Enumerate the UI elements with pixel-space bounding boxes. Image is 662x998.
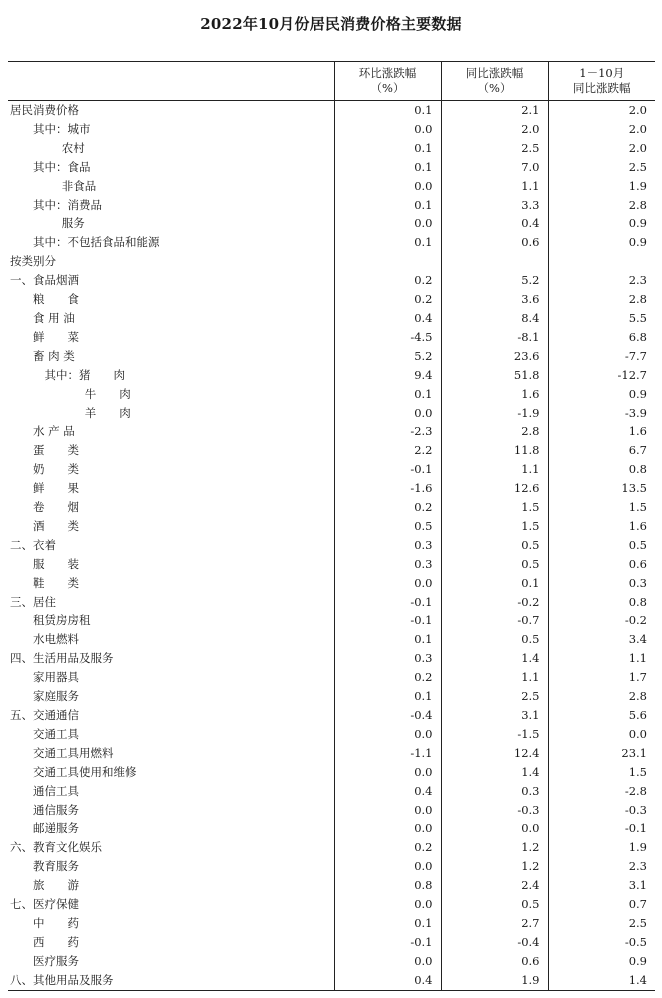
row-yoy-value: 8.4 — [441, 309, 548, 328]
row-mom-value: 0.8 — [334, 876, 441, 895]
table-row — [8, 252, 655, 271]
row-yoy-value: 0.1 — [441, 574, 548, 593]
row-label: 水电燃料 — [33, 632, 79, 647]
table-row — [8, 838, 655, 857]
row-ytd-value: 2.0 — [548, 120, 655, 139]
row-yoy-value: 2.8 — [441, 422, 548, 441]
row-mom-value: 9.4 — [334, 366, 441, 385]
row-ytd-value: 13.5 — [548, 479, 655, 498]
header-mom-change — [334, 62, 441, 101]
table-row — [8, 593, 655, 612]
row-mom-value: 0.2 — [334, 838, 441, 857]
row-yoy-value: -8.1 — [441, 328, 548, 347]
row-label: 其中：城市 — [33, 121, 91, 136]
row-yoy-value: 7.0 — [441, 158, 548, 177]
table-row — [8, 611, 655, 630]
row-mom-value: 0.2 — [334, 498, 441, 517]
row-yoy-value: 3.1 — [441, 706, 548, 725]
row-ytd-value: 0.9 — [548, 385, 655, 404]
row-ytd-value: -0.1 — [548, 819, 655, 838]
row-mom-value: 0.1 — [334, 101, 441, 120]
table-row — [8, 404, 655, 423]
row-yoy-value: -1.9 — [441, 404, 548, 423]
row-ytd-value: 0.0 — [548, 725, 655, 744]
row-label: 七、医疗保健 — [10, 897, 79, 912]
table-row — [8, 857, 655, 876]
row-yoy-value: -1.5 — [441, 725, 548, 744]
table-row — [8, 120, 655, 139]
row-mom-value: 2.2 — [334, 441, 441, 460]
row-label: 蛋 类 — [33, 443, 79, 458]
row-label: 其中：消费品 — [33, 197, 102, 212]
row-ytd-value: 1.9 — [548, 838, 655, 857]
row-yoy-value: 1.1 — [441, 668, 548, 687]
row-mom-value: -0.1 — [334, 933, 441, 952]
row-mom-value: -0.1 — [334, 460, 441, 479]
row-ytd-value: -3.9 — [548, 404, 655, 423]
row-label: 医疗服务 — [33, 953, 79, 968]
table-row — [8, 895, 655, 914]
table-body — [8, 101, 655, 991]
row-yoy-value: 0.6 — [441, 233, 548, 252]
table-row — [8, 971, 655, 990]
row-mom-value: 0.1 — [334, 687, 441, 706]
row-label: 奶 类 — [33, 462, 79, 477]
row-yoy-value: 1.4 — [441, 649, 548, 668]
row-ytd-value: 2.8 — [548, 687, 655, 706]
row-ytd-value: 2.3 — [548, 271, 655, 290]
row-ytd-value: 6.7 — [548, 441, 655, 460]
row-yoy-value: 23.6 — [441, 347, 548, 366]
table-row — [8, 328, 655, 347]
row-ytd-value: 2.0 — [548, 139, 655, 158]
row-ytd-value: 0.6 — [548, 555, 655, 574]
row-yoy-value: 0.0 — [441, 819, 548, 838]
row-mom-value: 0.1 — [334, 630, 441, 649]
row-yoy-value: 3.3 — [441, 196, 548, 215]
table-row — [8, 801, 655, 820]
row-yoy-value: 0.5 — [441, 536, 548, 555]
row-mom-value: 0.0 — [334, 857, 441, 876]
row-label: 八、其他用品及服务 — [8, 971, 334, 990]
row-yoy-value: 1.5 — [441, 517, 548, 536]
row-label: 水 产 品 — [33, 424, 75, 439]
row-mom-value: 0.0 — [334, 763, 441, 782]
row-yoy-value: 2.7 — [441, 914, 548, 933]
table-row — [8, 574, 655, 593]
table-row — [8, 876, 655, 895]
row-ytd-value: 3.4 — [548, 630, 655, 649]
row-mom-value: 0.0 — [334, 819, 441, 838]
row-yoy-value: -0.4 — [441, 933, 548, 952]
row-yoy-value: 51.8 — [441, 366, 548, 385]
table-row — [8, 309, 655, 328]
row-yoy-value: 2.0 — [441, 120, 548, 139]
row-mom-value: 0.4 — [334, 309, 441, 328]
row-yoy-value: 0.6 — [441, 952, 548, 971]
table-row — [8, 763, 655, 782]
row-mom-value: 0.0 — [334, 574, 441, 593]
row-yoy-value: 1.6 — [441, 385, 548, 404]
table-row — [8, 630, 655, 649]
table-header — [8, 62, 655, 101]
row-ytd-value: 1.5 — [548, 498, 655, 517]
table-row — [8, 158, 655, 177]
row-label: 羊 肉 — [84, 405, 131, 420]
row-mom-value: 0.1 — [334, 158, 441, 177]
row-label: 一、食品烟酒 — [10, 273, 79, 288]
row-label: 三、居住 — [10, 594, 56, 609]
row-label: 食 用 油 — [33, 310, 75, 325]
row-label: 卷 烟 — [33, 500, 79, 515]
table-row — [8, 441, 655, 460]
row-ytd-value: 0.8 — [548, 460, 655, 479]
header-item-name — [8, 62, 334, 101]
table-row — [8, 744, 655, 763]
table-row — [8, 290, 655, 309]
row-ytd-value: 0.8 — [548, 593, 655, 612]
row-yoy-value — [441, 252, 548, 271]
row-mom-value: 0.2 — [334, 290, 441, 309]
row-yoy-value: 3.6 — [441, 290, 548, 309]
row-ytd-value: 3.1 — [548, 876, 655, 895]
row-ytd-value: 0.5 — [548, 536, 655, 555]
table-row — [8, 706, 655, 725]
row-yoy-value: 1.5 — [441, 498, 548, 517]
row-ytd-value: 2.8 — [548, 290, 655, 309]
row-label: 服 装 — [33, 556, 79, 571]
header-mom-line1: 环比涨跌幅 — [358, 66, 417, 80]
row-mom-value: 0.4 — [334, 782, 441, 801]
row-ytd-value: 1.6 — [548, 422, 655, 441]
row-ytd-value: 0.9 — [548, 233, 655, 252]
table-row — [8, 347, 655, 366]
row-ytd-value: 5.5 — [548, 309, 655, 328]
table-row — [8, 725, 655, 744]
row-yoy-value: 1.9 — [441, 971, 548, 990]
row-ytd-value: 0.7 — [548, 895, 655, 914]
row-label: 鞋 类 — [33, 575, 79, 590]
row-yoy-value: 2.5 — [441, 687, 548, 706]
row-yoy-value: 0.3 — [441, 782, 548, 801]
header-ytd-change — [548, 62, 655, 101]
row-ytd-value: -12.7 — [548, 366, 655, 385]
row-ytd-value: 2.3 — [548, 857, 655, 876]
row-label: 其中：食品 — [33, 159, 91, 174]
table-row — [8, 385, 655, 404]
row-ytd-value: -0.3 — [548, 801, 655, 820]
row-label: 二、衣着 — [10, 537, 56, 552]
row-mom-value: 0.1 — [334, 139, 441, 158]
row-ytd-value: 1.7 — [548, 668, 655, 687]
row-yoy-value: 1.4 — [441, 763, 548, 782]
cpi-data-table — [8, 61, 655, 991]
table-row — [8, 498, 655, 517]
table-row — [8, 933, 655, 952]
row-mom-value: 0.3 — [334, 536, 441, 555]
row-yoy-value: 0.4 — [441, 214, 548, 233]
row-ytd-value: 2.0 — [548, 101, 655, 120]
row-label: 邮递服务 — [33, 821, 79, 836]
row-label: 交通工具用燃料 — [33, 745, 114, 760]
row-yoy-value: 1.2 — [441, 857, 548, 876]
row-mom-value: 0.0 — [334, 952, 441, 971]
table-row — [8, 819, 655, 838]
table-row — [8, 177, 655, 196]
row-label: 鲜 菜 — [33, 329, 79, 344]
row-yoy-value: 0.5 — [441, 895, 548, 914]
row-mom-value: 0.0 — [334, 725, 441, 744]
row-label: 六、教育文化娱乐 — [10, 840, 102, 855]
row-label: 服务 — [61, 216, 85, 231]
row-mom-value: 0.0 — [334, 895, 441, 914]
row-label: 粮 食 — [33, 292, 79, 307]
row-yoy-value: 11.8 — [441, 441, 548, 460]
row-yoy-value: -0.2 — [441, 593, 548, 612]
row-ytd-value: 6.8 — [548, 328, 655, 347]
row-label: 租赁房房租 — [33, 613, 91, 628]
row-ytd-value: 0.9 — [548, 952, 655, 971]
row-yoy-value: 12.6 — [441, 479, 548, 498]
row-mom-value: 0.2 — [334, 668, 441, 687]
row-yoy-value: 2.1 — [441, 101, 548, 120]
row-ytd-value: -0.2 — [548, 611, 655, 630]
row-ytd-value: -2.8 — [548, 782, 655, 801]
table-row — [8, 668, 655, 687]
row-mom-value: -1.1 — [334, 744, 441, 763]
row-mom-value: 0.3 — [334, 649, 441, 668]
row-yoy-value: 5.2 — [441, 271, 548, 290]
row-label: 旅 游 — [33, 878, 79, 893]
row-mom-value: -0.1 — [334, 611, 441, 630]
row-label: 教育服务 — [33, 859, 79, 874]
row-ytd-value: 2.5 — [548, 158, 655, 177]
row-mom-value: 0.0 — [334, 177, 441, 196]
row-label: 其中：猪 肉 — [44, 367, 125, 382]
row-mom-value: -0.1 — [334, 593, 441, 612]
row-mom-value: 0.4 — [334, 971, 441, 990]
row-label: 交通工具 — [33, 726, 79, 741]
table-row — [8, 782, 655, 801]
row-yoy-value: 1.1 — [441, 460, 548, 479]
row-mom-value: 0.2 — [334, 271, 441, 290]
table-row — [8, 555, 655, 574]
table-row — [8, 460, 655, 479]
row-label: 交通工具使用和维修 — [33, 764, 137, 779]
row-mom-value: 0.1 — [334, 196, 441, 215]
row-mom-value — [334, 252, 441, 271]
row-yoy-value: -0.7 — [441, 611, 548, 630]
table-row — [8, 233, 655, 252]
row-yoy-value: 0.5 — [441, 555, 548, 574]
row-label: 家庭服务 — [33, 689, 79, 704]
row-ytd-value: 2.8 — [548, 196, 655, 215]
page-title: 2022年10月份居民消费价格主要数据 — [200, 15, 462, 33]
row-label: 家用器具 — [33, 670, 79, 685]
table-row — [8, 952, 655, 971]
row-mom-value: 0.1 — [334, 914, 441, 933]
row-ytd-value: -7.7 — [548, 347, 655, 366]
row-label: 中 药 — [33, 915, 79, 930]
table-row — [8, 517, 655, 536]
row-ytd-value: 1.6 — [548, 517, 655, 536]
row-yoy-value: 0.5 — [441, 630, 548, 649]
row-label: 农村 — [61, 140, 85, 155]
row-label: 通信工具 — [33, 783, 79, 798]
row-ytd-value: 1.9 — [548, 177, 655, 196]
row-mom-value: 0.5 — [334, 517, 441, 536]
header-ytd-line2: 同比涨跌幅 — [573, 81, 631, 95]
row-yoy-value: 2.5 — [441, 139, 548, 158]
row-yoy-value: 12.4 — [441, 744, 548, 763]
row-yoy-value: 1.2 — [441, 838, 548, 857]
row-label: 其中：不包括食品和能源 — [33, 235, 160, 250]
row-yoy-value: 2.4 — [441, 876, 548, 895]
row-yoy-value: -0.3 — [441, 801, 548, 820]
row-label: 牛 肉 — [84, 386, 131, 401]
table-row — [8, 101, 655, 120]
row-label: 居民消费价格 — [10, 103, 79, 117]
row-label: 非食品 — [61, 178, 97, 193]
table-row — [8, 649, 655, 668]
header-yoy-line1: 同比涨跌幅 — [465, 66, 524, 80]
header-yoy-change — [441, 62, 548, 101]
row-mom-value: -4.5 — [334, 328, 441, 347]
row-ytd-value: 1.5 — [548, 763, 655, 782]
row-ytd-value: 1.1 — [548, 649, 655, 668]
row-label: 鲜 果 — [33, 481, 79, 496]
header-mom-line2: （%） — [370, 81, 405, 95]
table-row — [8, 196, 655, 215]
row-label: 五、交通通信 — [10, 708, 79, 722]
table-row — [8, 214, 655, 233]
row-ytd-value: 0.9 — [548, 214, 655, 233]
row-label: 四、生活用品及服务 — [10, 651, 114, 666]
row-label: 西 药 — [33, 934, 79, 949]
row-ytd-value: 0.3 — [548, 574, 655, 593]
row-mom-value: 0.0 — [334, 214, 441, 233]
row-label: 按类别分 — [10, 254, 56, 269]
row-mom-value: 0.1 — [334, 233, 441, 252]
row-mom-value: 0.0 — [334, 404, 441, 423]
table-row — [8, 271, 655, 290]
row-ytd-value: 1.4 — [548, 971, 655, 990]
table-row — [8, 536, 655, 555]
table-row — [8, 422, 655, 441]
row-label: 畜 肉 类 — [33, 348, 75, 363]
row-yoy-value: 1.1 — [441, 177, 548, 196]
row-mom-value: -0.4 — [334, 706, 441, 725]
row-mom-value: 5.2 — [334, 347, 441, 366]
row-mom-value: -1.6 — [334, 479, 441, 498]
row-ytd-value — [548, 252, 655, 271]
header-ytd-line1: 1－10月 — [579, 66, 625, 80]
row-label: 通信服务 — [33, 802, 79, 817]
table-row — [8, 687, 655, 706]
row-ytd-value: 5.6 — [548, 706, 655, 725]
row-ytd-value: 2.5 — [548, 914, 655, 933]
table-row — [8, 479, 655, 498]
table-row — [8, 914, 655, 933]
row-ytd-value: 23.1 — [548, 744, 655, 763]
row-mom-value: 0.3 — [334, 555, 441, 574]
row-mom-value: 0.0 — [334, 120, 441, 139]
row-mom-value: 0.0 — [334, 801, 441, 820]
row-ytd-value: -0.5 — [548, 933, 655, 952]
row-mom-value: -2.3 — [334, 422, 441, 441]
header-yoy-line2: （%） — [477, 81, 512, 95]
table-row — [8, 366, 655, 385]
row-mom-value: 0.1 — [334, 385, 441, 404]
row-label: 酒 类 — [33, 518, 79, 533]
table-row — [8, 139, 655, 158]
